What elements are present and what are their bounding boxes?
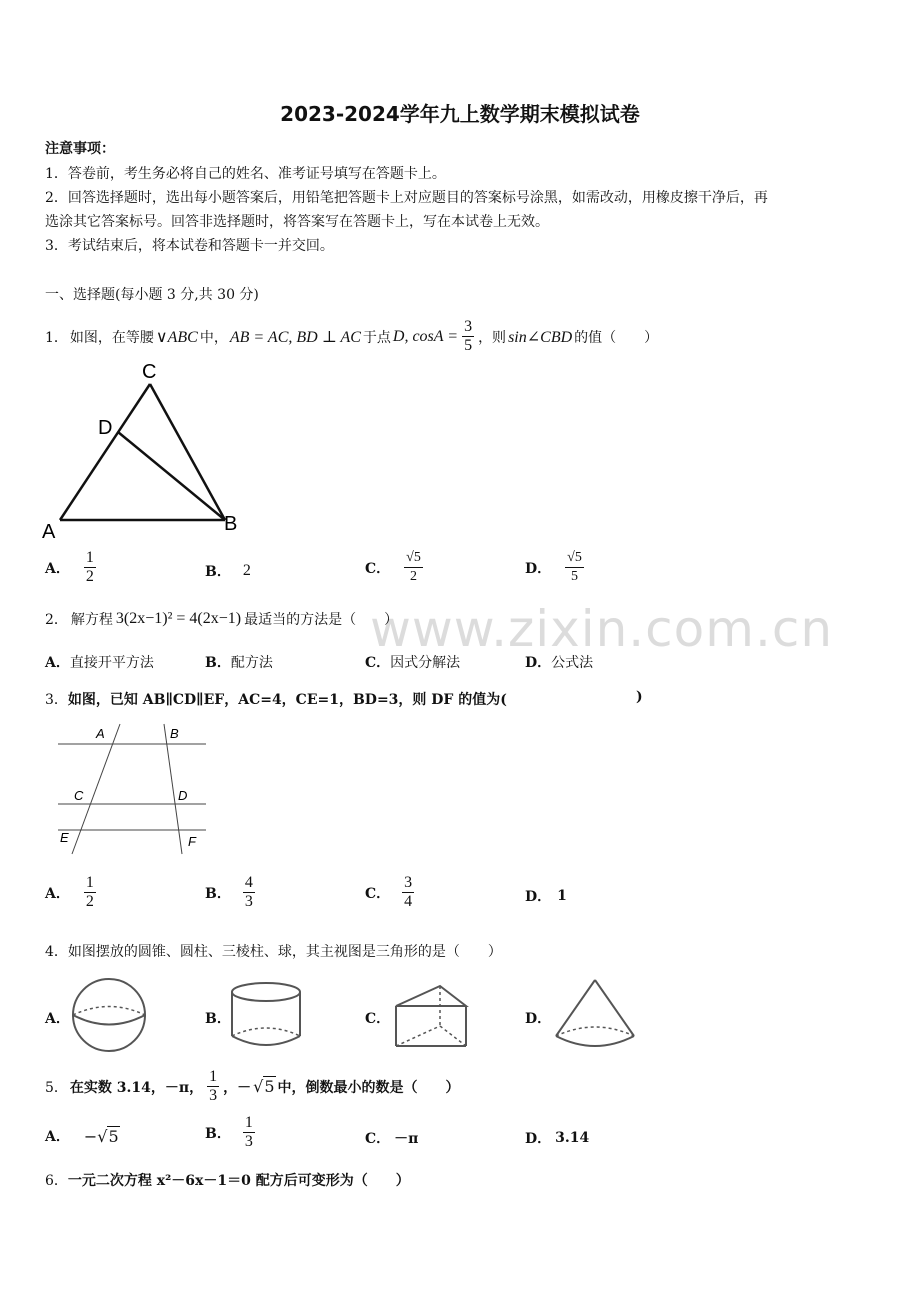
q3-option-c[interactable]: C． $\frac{3}{4}$ — [365, 874, 413, 910]
q1-text-2: 中， — [199, 329, 228, 346]
q1-label-d: D — [98, 417, 113, 439]
q3-close-paren: ) — [636, 689, 643, 705]
question-5: 5． 在实数 3.14，－π， $\frac{1}{3}$ ，－ √5 中，倒数最小的数是（ ） — [45, 1068, 460, 1104]
q1-number: 1． — [45, 329, 68, 346]
q2-equation: 3(2x−1)² = 4(2x−1) — [115, 610, 242, 627]
question-4: 4．如图摆放的圆锥、圆柱、三棱柱、球，其主视图是三角形的是（ ） — [45, 944, 502, 960]
q5-option-c[interactable]: C． －π — [365, 1131, 419, 1147]
q1-text-1: 如图，在等腰 — [69, 329, 154, 346]
q2-option-c[interactable]: C．因式分解法 — [365, 655, 461, 671]
watermark: www.zixin.com.cn — [370, 600, 834, 658]
q1-text-5: 的值（ ） — [574, 329, 659, 346]
q1-option-b[interactable]: B． 2 — [205, 562, 251, 580]
notice-line-2a: 2．回答选择题时，选出每小题答案后，用铅笔把答题卡上对应题目的答案标号涂黑，如需改动，用橡皮擦干净后，再 — [45, 190, 768, 206]
q4-option-c[interactable]: C． — [365, 1011, 391, 1027]
q1-expression: sin∠CBD — [508, 328, 573, 346]
cone-icon — [550, 976, 640, 1054]
notice-line-1: 1．答卷前，考生务必将自己的姓名、准考证号填写在答题卡上。 — [45, 166, 446, 182]
q1-text-3: 于点 — [362, 329, 391, 346]
triangular-prism-icon — [390, 980, 472, 1052]
question-3: 3．如图，已知 AB∥CD∥EF，AC=4，CE=1，BD=3，则 DF 的值为( — [45, 692, 507, 708]
cylinder-icon — [228, 980, 306, 1050]
q3-label-b: B — [170, 726, 179, 741]
q1-text-4: ，则 — [478, 329, 507, 346]
notice-heading: 注意事项： — [45, 141, 115, 157]
q2-option-d[interactable]: D．公式法 — [525, 655, 594, 671]
question-6: 6．一元二次方程 x²－6x－1＝0 配方后可变形为（ ） — [45, 1173, 410, 1189]
q2-option-a[interactable]: A．直接开平方法 — [45, 655, 154, 671]
q3-option-d[interactable]: D． 1 — [525, 888, 567, 905]
question-1 — [45, 318, 658, 355]
q4-option-a[interactable]: A． — [45, 1011, 70, 1027]
q3-label-c: C — [74, 788, 84, 803]
q1-triangle: ∨ABC — [155, 328, 198, 346]
q1-option-d[interactable]: D． $\frac{√5}{5}$ — [525, 550, 582, 584]
q1-label-a: A — [42, 521, 56, 542]
page-title: 2023-2024学年九上数学期末模拟试卷 — [280, 102, 640, 126]
q1-option-a[interactable]: A． $\frac{1}{2}$ — [45, 549, 94, 585]
q4-option-d[interactable]: D． — [525, 1011, 552, 1027]
q1-triangle-figure — [40, 356, 250, 542]
notice-line-3: 3．考试结束后，将本试卷和答题卡一并交回。 — [45, 238, 334, 254]
q3-label-a: A — [96, 726, 105, 741]
q1-condition-2: D, cosA = — [392, 327, 459, 345]
q5-fraction: $\frac{1}{3}$ — [209, 1068, 218, 1104]
q1-label-c: C — [142, 361, 157, 383]
q3-parallel-lines-figure — [52, 722, 212, 856]
question-2: 2． 解方程 3(2x−1)² = 4(2x−1) 最适当的方法是（ ） — [45, 610, 399, 628]
section-heading: 一、选择题(每小题 3 分,共 30 分) — [45, 287, 259, 303]
q3-label-f: F — [188, 834, 196, 849]
q1-condition: AB = AC, BD ⊥ AC — [229, 328, 361, 346]
q1-label-b: B — [224, 513, 238, 535]
sphere-icon — [68, 976, 152, 1054]
q5-option-a[interactable]: A． − √5 — [45, 1126, 119, 1146]
q3-label-e: E — [60, 830, 69, 845]
q4-option-b[interactable]: B． — [205, 1011, 231, 1027]
q5-option-d[interactable]: D． 3.14 — [525, 1130, 590, 1147]
q3-label-d: D — [178, 788, 188, 803]
q5-option-b[interactable]: B． $\frac{1}{3}$ — [205, 1114, 253, 1150]
q3-option-b[interactable]: B． $\frac{4}{3}$ — [205, 874, 253, 910]
q2-option-b[interactable]: B．配方法 — [205, 655, 273, 671]
q1-option-c[interactable]: C． $\frac{√5}{2}$ — [365, 550, 421, 584]
notice-line-2b: 选涂其它答案标号。回答非选择题时，将答案写在答题卡上，写在本试卷上无效。 — [45, 214, 549, 230]
q3-option-a[interactable]: A． $\frac{1}{2}$ — [45, 874, 94, 910]
q1-fraction: $\frac{3}{5}$ — [464, 318, 473, 354]
q5-sqrt: √5 — [253, 1077, 275, 1096]
